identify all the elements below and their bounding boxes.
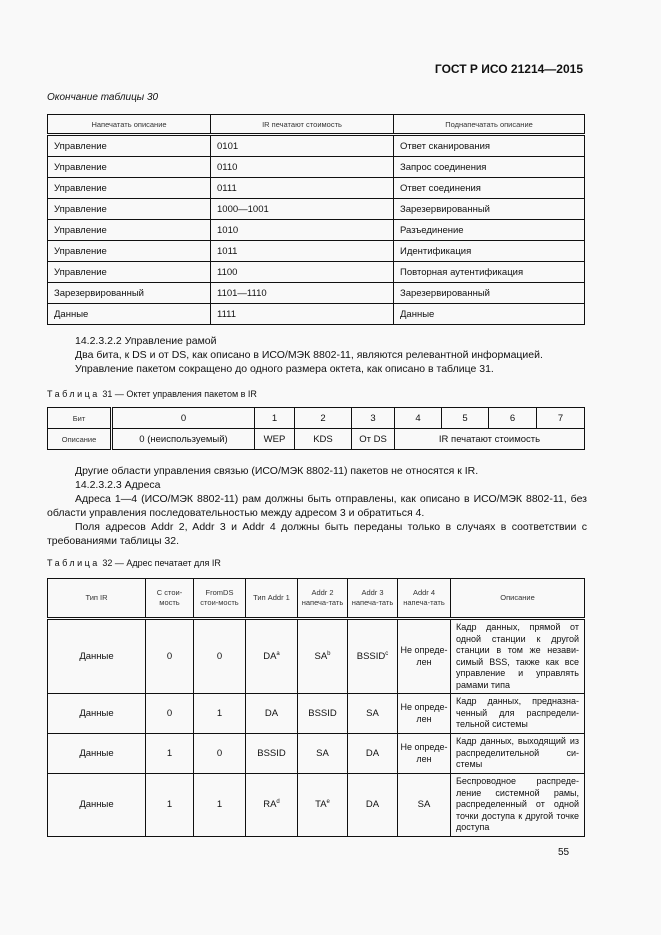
cell: Управление <box>48 220 211 241</box>
table-row <box>48 178 585 199</box>
table-row <box>48 734 585 774</box>
footnote-marker: b <box>327 650 331 657</box>
cell-fromds: 1 <box>194 774 246 837</box>
table-row <box>48 241 585 262</box>
cell: Управление <box>48 241 211 262</box>
footnote-marker: d <box>276 799 280 806</box>
cell: 5 <box>442 408 489 429</box>
table-row <box>48 157 585 178</box>
cell-addr2 <box>298 774 348 837</box>
row-label: Описание <box>48 429 112 450</box>
paragraph: Поля адресов Addr 2, Addr 3 и Addr 4 должны быть переданы только в случаях в соответствии с требованиями таблицы 32. <box>47 521 587 547</box>
cell-addr2: BSSID <box>298 694 348 734</box>
cell: Управление <box>48 135 211 157</box>
column-header: Поднапечатать описание <box>394 115 585 135</box>
cell: 1100 <box>211 262 394 283</box>
column-header: Тип Addr 1 <box>246 579 298 619</box>
cell: 2 <box>295 408 352 429</box>
table-row-description <box>48 429 585 450</box>
cell-addr4: Не опреде-лен <box>398 619 451 694</box>
table-row <box>48 220 585 241</box>
cell: 7 <box>537 408 585 429</box>
footnote-marker: a <box>276 650 280 657</box>
cell-fromds: 0 <box>194 734 246 774</box>
table-row <box>48 304 585 325</box>
cell-addr3 <box>348 619 398 694</box>
paragraph: Другие области управления связью (ИСО/МЭК 8802-11) пакетов не относятся к IR. <box>75 465 479 477</box>
column-header: IR печатают стоимость <box>211 115 394 135</box>
cell-c: 1 <box>146 774 194 837</box>
cell-c: 0 <box>146 694 194 734</box>
cell-addr4: SA <box>398 774 451 837</box>
cell: 3 <box>352 408 395 429</box>
column-header: Addr 2 напеча-тать <box>298 579 348 619</box>
table-header-row <box>48 115 585 135</box>
footnote-marker: c <box>385 650 389 657</box>
cell: 1111 <box>211 304 394 325</box>
table-row-bits <box>48 408 585 429</box>
column-header: FromDS стои-мость <box>194 579 246 619</box>
table30-caption: Окончание таблицы 30 <box>47 92 159 103</box>
table-row <box>48 774 585 837</box>
table-row <box>48 283 585 304</box>
cell: 1010 <box>211 220 394 241</box>
section-heading-14-2-3-2-3: 14.2.3.2.3 Адреса <box>75 479 161 491</box>
cell-addr1: BSSID <box>246 734 298 774</box>
table-30 <box>47 114 585 325</box>
cell-addr3: SA <box>348 694 398 734</box>
cell: От DS <box>352 429 395 450</box>
cell: 4 <box>395 408 442 429</box>
addr-value: RA <box>263 799 277 811</box>
caption-label: Таблица <box>47 558 100 568</box>
cell: Ответ соединения <box>394 178 585 199</box>
cell: Зарезервированный <box>394 199 585 220</box>
addr-value: DA <box>263 651 277 663</box>
cell-description: Беспроводное распреде-ление системной рамы, распределенный от одной точки доступа к другой точке доступа <box>451 774 585 837</box>
cell: 1 <box>255 408 295 429</box>
cell-addr2 <box>298 619 348 694</box>
cell: 1000—1001 <box>211 199 394 220</box>
cell: 0 <box>112 408 255 429</box>
column-header: Описание <box>451 579 585 619</box>
cell: Зарезервированный <box>48 283 211 304</box>
page-number: 55 <box>558 847 570 858</box>
cell: Управление <box>48 199 211 220</box>
cell-addr1 <box>246 619 298 694</box>
table31-caption <box>47 389 257 399</box>
cell-type: Данные <box>48 619 146 694</box>
cell-type: Данные <box>48 774 146 837</box>
addr-value: BSSID <box>356 651 386 663</box>
table-32 <box>47 578 585 837</box>
cell: 1011 <box>211 241 394 262</box>
cell: 0101 <box>211 135 394 157</box>
paragraph: Адреса 1—4 (ИСО/МЭК 8802-11) рам должны быть отправлены, как описано в ИСО/МЭК 8802-11, без области управления последовательностью между адресом 3 и обратиться 4. <box>47 493 587 519</box>
cell: Данные <box>48 304 211 325</box>
cell: Повторная аутентификация <box>394 262 585 283</box>
cell: IR печатают стоимость <box>395 429 585 450</box>
cell: Запрос соединения <box>394 157 585 178</box>
caption-text: 31 — Октет управления пакетом в IR <box>102 389 257 399</box>
paragraph: Два бита, к DS и от DS, как описано в ИСО/МЭК 8802-11, являются релевантной информацией. <box>75 349 543 361</box>
caption-text: 32 — Адрес печатает для IR <box>102 558 221 568</box>
cell: Управление <box>48 178 211 199</box>
table-31 <box>47 407 585 450</box>
cell: 6 <box>489 408 537 429</box>
cell-addr4: Не опреде-лен <box>398 734 451 774</box>
cell-addr4: Не опреде-лен <box>398 694 451 734</box>
cell-description: Кадр данных, прямой от одной станции к другой станции в том же незави-симый BSS, также как все управление и управлять рамами типа <box>451 619 585 694</box>
addr-value: SA <box>314 651 328 663</box>
table-row <box>48 619 585 694</box>
column-header: Тип IR <box>48 579 146 619</box>
cell: WEP <box>255 429 295 450</box>
cell: Разъединение <box>394 220 585 241</box>
row-label: Бит <box>48 408 112 429</box>
cell: Ответ сканирования <box>394 135 585 157</box>
table32-caption <box>47 558 221 568</box>
cell-description: Кадр данных, предназна-ченный для распредели-тельной системы <box>451 694 585 734</box>
addr-value: TA <box>315 799 327 811</box>
cell-addr1 <box>246 774 298 837</box>
cell: 0110 <box>211 157 394 178</box>
cell-addr1: DA <box>246 694 298 734</box>
cell-fromds: 1 <box>194 694 246 734</box>
document-id: ГОСТ Р ИСО 21214—2015 <box>434 62 583 76</box>
cell-fromds: 0 <box>194 619 246 694</box>
cell-addr3: DA <box>348 734 398 774</box>
table-header-row <box>48 579 585 619</box>
cell: Управление <box>48 262 211 283</box>
cell-type: Данные <box>48 734 146 774</box>
cell-description: Кадр данных, выходящий из распределительной си-стемы <box>451 734 585 774</box>
table-row <box>48 199 585 220</box>
table-row <box>48 694 585 734</box>
column-header: Addr 4 напеча-тать <box>398 579 451 619</box>
paragraph: Управление пакетом сокращено до одного размера октета, как описано в таблице 31. <box>75 363 494 375</box>
cell: 1101—1110 <box>211 283 394 304</box>
caption-label: Таблица <box>47 389 100 399</box>
column-header: Напечатать описание <box>48 115 211 135</box>
cell: KDS <box>295 429 352 450</box>
section-heading-14-2-3-2-2: 14.2.3.2.2 Управление рамой <box>75 335 217 347</box>
table-row <box>48 262 585 283</box>
cell: 0111 <box>211 178 394 199</box>
cell: Управление <box>48 157 211 178</box>
table-row <box>48 135 585 157</box>
cell: 0 (неиспользуемый) <box>112 429 255 450</box>
cell: Данные <box>394 304 585 325</box>
column-header: C стои-мость <box>146 579 194 619</box>
cell-addr3: DA <box>348 774 398 837</box>
cell: Зарезервированный <box>394 283 585 304</box>
column-header: Addr 3 напеча-тать <box>348 579 398 619</box>
cell: Идентификация <box>394 241 585 262</box>
cell-c: 0 <box>146 619 194 694</box>
cell-addr2: SA <box>298 734 348 774</box>
cell-c: 1 <box>146 734 194 774</box>
footnote-marker: e <box>326 799 330 806</box>
cell-type: Данные <box>48 694 146 734</box>
